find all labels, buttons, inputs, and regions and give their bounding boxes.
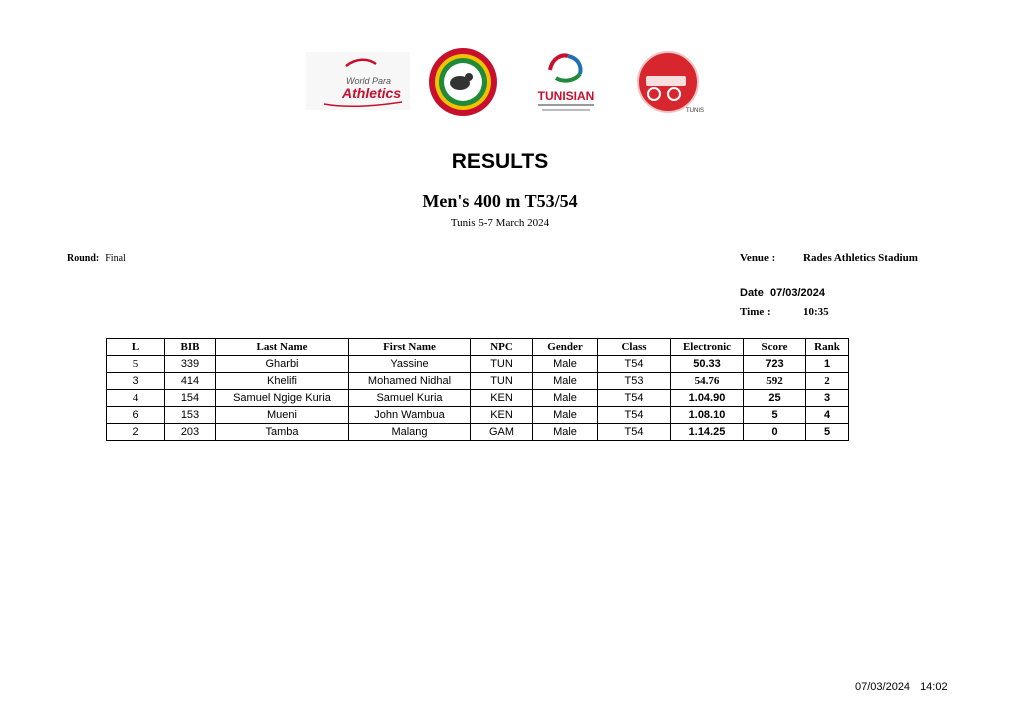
gender-cell: Male (533, 356, 598, 373)
svg-text:TUNISIAN: TUNISIAN (537, 89, 595, 103)
venue-info (740, 252, 918, 264)
score-cell: 5 (744, 407, 806, 424)
first-name-cell: Samuel Kuria (349, 390, 471, 407)
npc-cell: GAM (471, 424, 533, 441)
col-score-header: Score (744, 339, 806, 356)
table-row (107, 373, 849, 390)
event-dates: Tunis 5-7 March 2024 (450, 217, 550, 229)
rank-cell: 4 (806, 407, 849, 424)
electronic-cell: 1.04.90 (671, 390, 744, 407)
bib-cell: 339 (165, 356, 216, 373)
electronic-cell: 50.33 (671, 356, 744, 373)
last-name-cell: Tamba (216, 424, 349, 441)
round-value: Final (105, 253, 126, 264)
class-cell: T54 (598, 356, 671, 373)
score-cell: 723 (744, 356, 806, 373)
lane-cell: 3 (107, 373, 165, 390)
table-row (107, 424, 849, 441)
electronic-cell: 54.76 (671, 373, 744, 390)
rank-cell: 1 (806, 356, 849, 373)
first-name-cell: John Wambua (349, 407, 471, 424)
last-name-cell: Mueni (216, 407, 349, 424)
score-cell: 0 (744, 424, 806, 441)
score-cell: 25 (744, 390, 806, 407)
last-name-cell: Khelifi (216, 373, 349, 390)
class-cell: T54 (598, 424, 671, 441)
rank-cell: 2 (806, 373, 849, 390)
gender-cell: Male (533, 390, 598, 407)
last-name-cell: Samuel Ngige Kuria (216, 390, 349, 407)
meet-logo (634, 50, 706, 116)
lane-cell: 2 (107, 424, 165, 441)
event-title: Men's 400 m T53/54 (422, 191, 578, 211)
time-value: 10:35 (803, 306, 829, 318)
bib-cell: 203 (165, 424, 216, 441)
footer-time: 14:02 (920, 681, 948, 693)
gender-cell: Male (533, 424, 598, 441)
gender-cell: Male (533, 373, 598, 390)
col-gender-header: Gender (533, 339, 598, 356)
venue-label: Venue : (740, 252, 776, 264)
score-cell: 592 (744, 373, 806, 390)
electronic-cell: 1.14.25 (671, 424, 744, 441)
col-electronic-header: Electronic (671, 339, 744, 356)
table-row (107, 390, 849, 407)
bib-cell: 414 (165, 373, 216, 390)
lane-cell: 4 (107, 390, 165, 407)
time-info (740, 306, 829, 318)
table-row (107, 407, 849, 424)
svg-text:TUNIS: TUNIS (686, 108, 704, 114)
col-first-name-header: First Name (349, 339, 471, 356)
electronic-cell: 1.08.10 (671, 407, 744, 424)
first-name-cell: Mohamed Nidhal (349, 373, 471, 390)
round-info (67, 253, 126, 264)
footer-date: 07/03/2024 (855, 681, 911, 693)
col-npc-header: NPC (471, 339, 533, 356)
bib-cell: 154 (165, 390, 216, 407)
svg-text:Athletics: Athletics (342, 85, 402, 101)
class-cell: T54 (598, 407, 671, 424)
last-name-cell: Gharbi (216, 356, 349, 373)
gender-cell: Male (533, 407, 598, 424)
npc-cell: KEN (471, 390, 533, 407)
lane-cell: 6 (107, 407, 165, 424)
world-para-athletics-logo (306, 52, 410, 110)
venue-value: Rades Athletics Stadium (803, 252, 918, 264)
first-name-cell: Yassine (349, 356, 471, 373)
svg-text:World Para: World Para (346, 76, 392, 86)
print-timestamp (855, 681, 948, 693)
logo-strip (300, 44, 720, 120)
npc-cell: KEN (471, 407, 533, 424)
npc-cell: TUN (471, 356, 533, 373)
class-cell: T53 (598, 373, 671, 390)
first-name-cell: Malang (349, 424, 471, 441)
col-class-header: Class (598, 339, 671, 356)
time-label: Time : (740, 306, 771, 318)
page-title: RESULTS (451, 150, 549, 173)
col-last-name-header: Last Name (216, 339, 349, 356)
npc-cell: TUN (471, 373, 533, 390)
results-table (106, 338, 849, 441)
date-info: Date 07/03/2024 (740, 287, 826, 299)
bib-cell: 153 (165, 407, 216, 424)
class-cell: T54 (598, 390, 671, 407)
rank-cell: 5 (806, 424, 849, 441)
col-bib-header: BIB (165, 339, 216, 356)
ring-emblem-logo (427, 46, 499, 118)
round-label: Round: (67, 253, 100, 264)
lane-cell: 5 (107, 356, 165, 373)
col-rank-header: Rank (806, 339, 849, 356)
tunisian-npc-logo (528, 48, 604, 118)
table-header-row (107, 339, 849, 356)
rank-cell: 3 (806, 390, 849, 407)
table-row (107, 356, 849, 373)
col-lane-header: L (107, 339, 165, 356)
